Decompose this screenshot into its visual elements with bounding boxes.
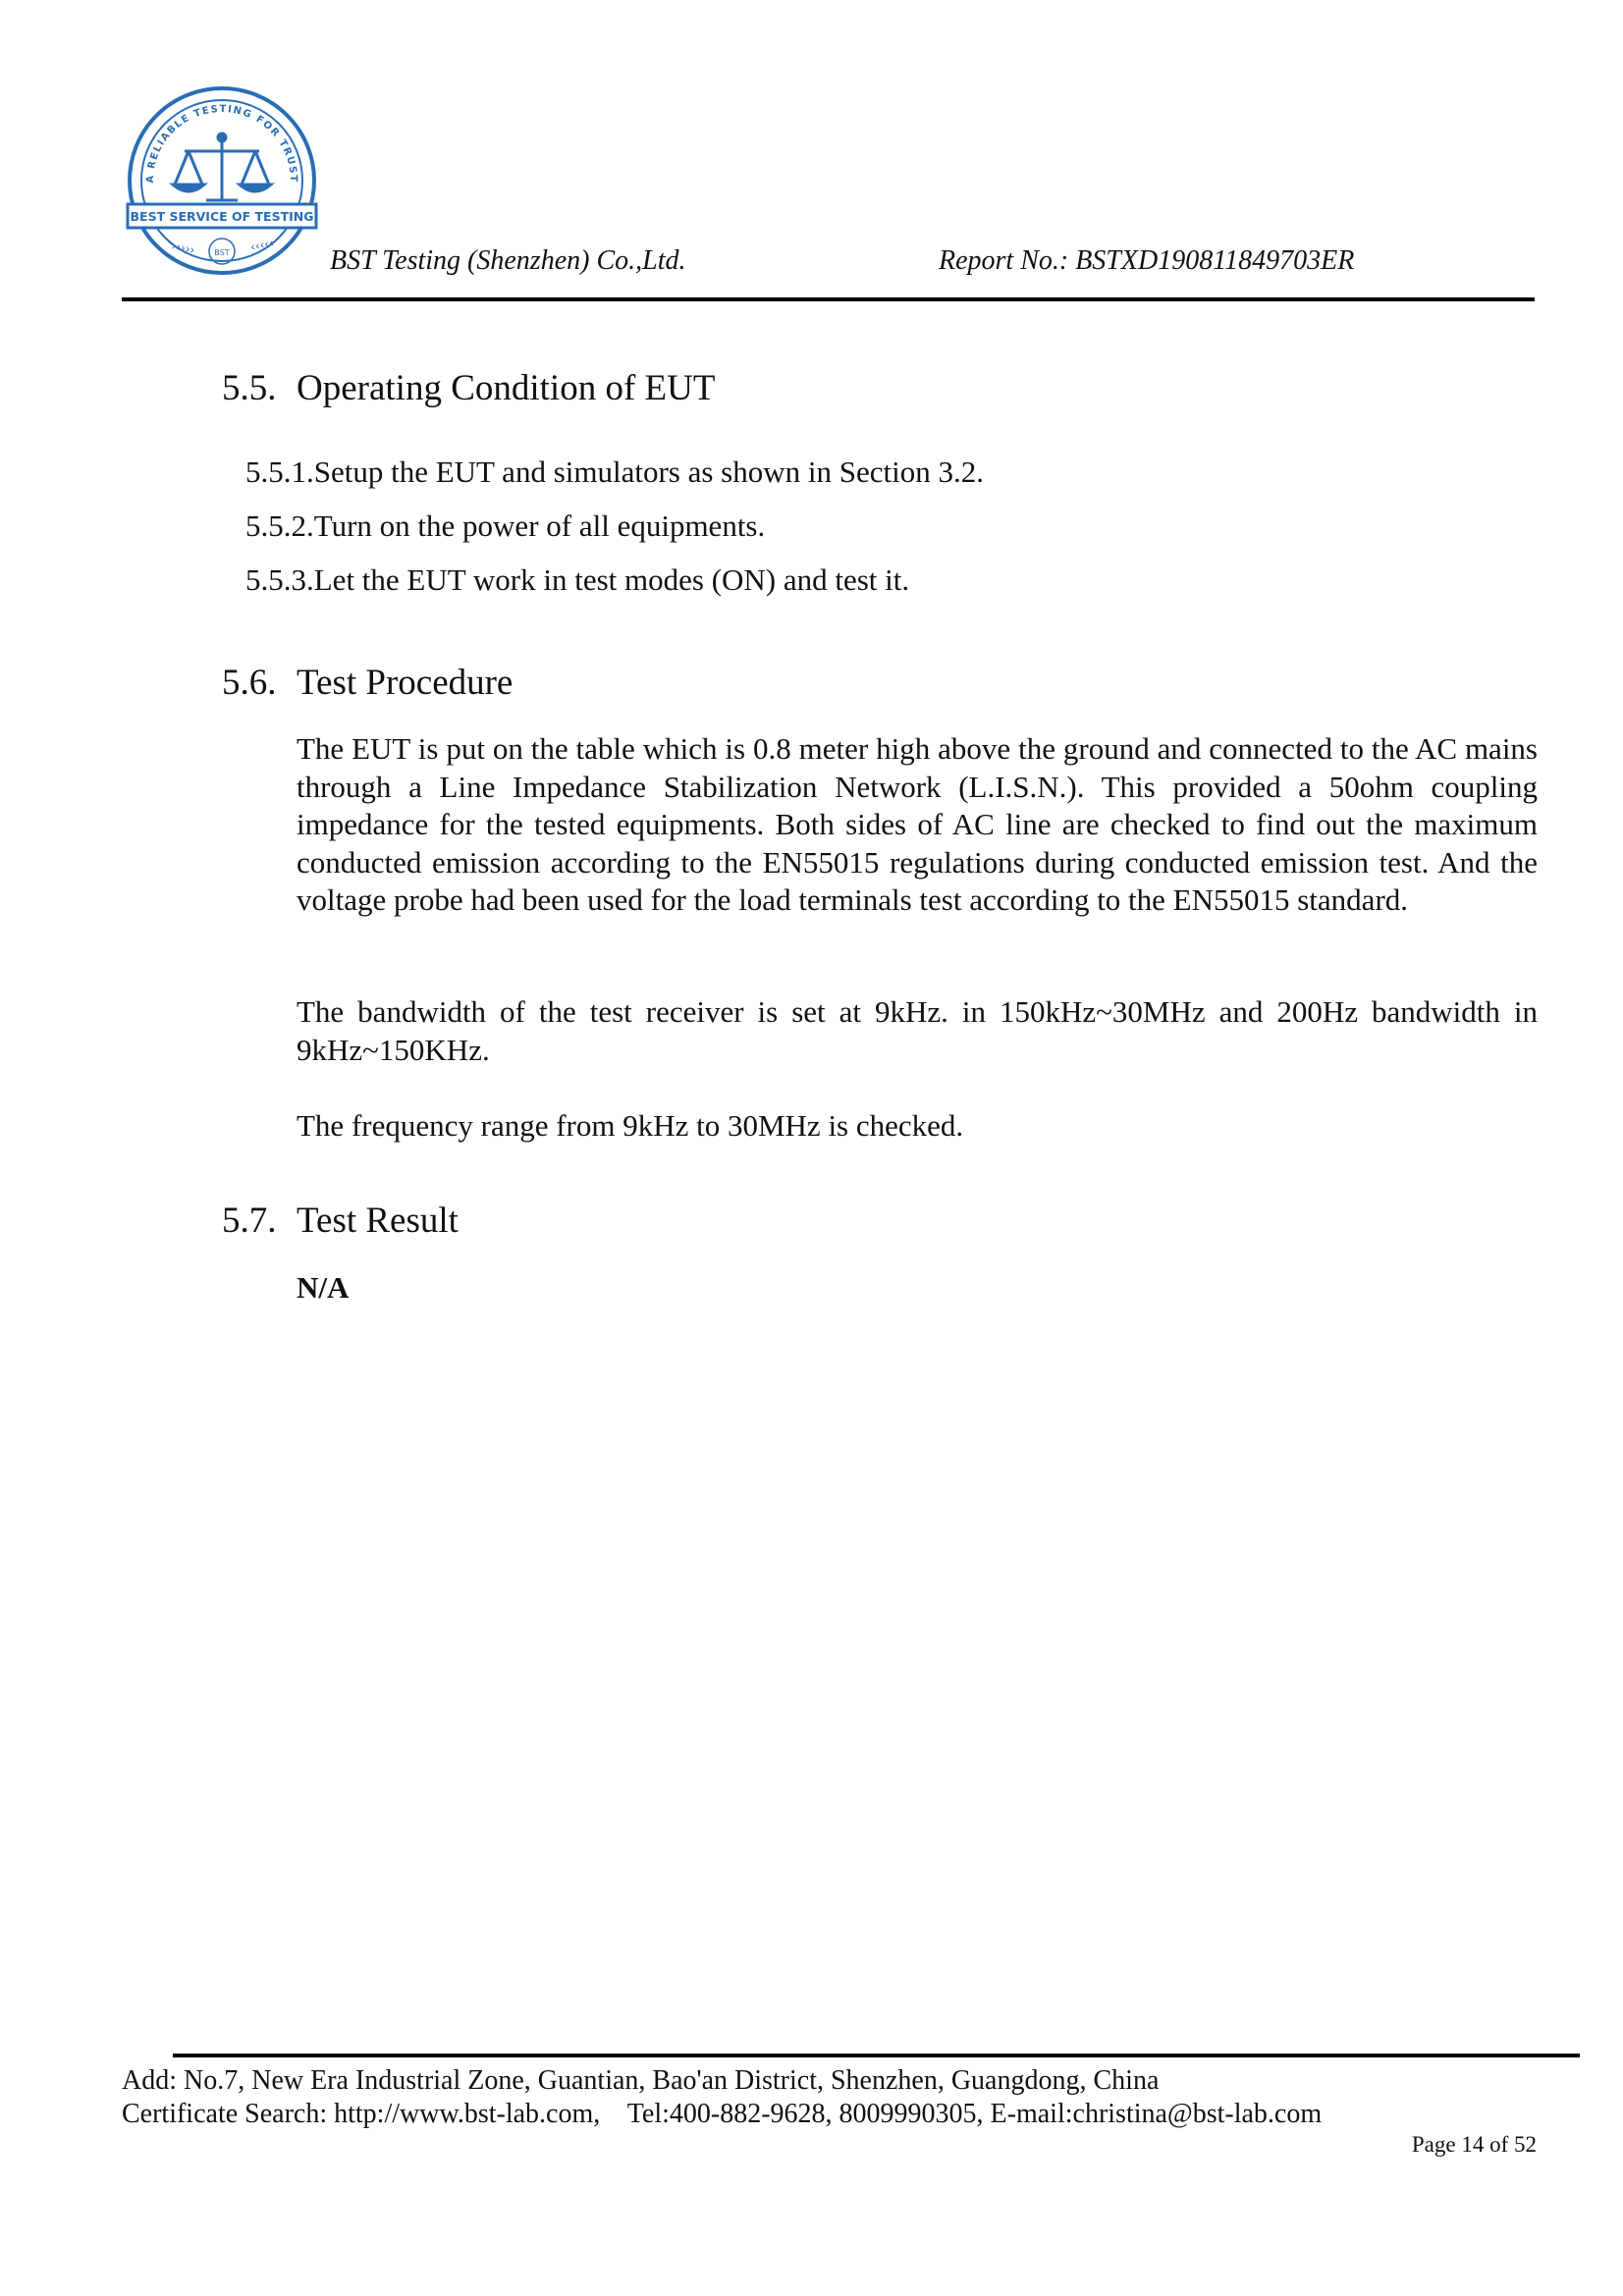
step-item: 5.5.2.Turn on the power of all equipments. [245,508,766,543]
footer-divider [173,2054,1580,2057]
svg-text:›››››: ››››› [170,239,196,257]
balance-scale-icon [173,133,271,200]
footer-address: Add: No.7, New Era Industrial Zone, Guantian, Bao'an District, Shenzhen, Guangdong, China [122,2065,1160,2096]
header-divider [122,297,1535,301]
section-title-test-result [222,1200,459,1242]
company-name: BST Testing (Shenzhen) Co.,Ltd. [330,245,686,276]
svg-text:‹‹‹‹‹: ‹‹‹‹‹ [248,236,276,254]
section-title-operating-condition [222,367,715,409]
section-heading: Operating Condition of EUT [297,368,716,408]
step-item: 5.5.1.Setup the EUT and simulators as shown in Section 3.2. [245,454,984,489]
company-logo [124,82,320,279]
logo-banner-text: BEST SERVICE OF TESTING [130,209,314,224]
logo-seal-graphic [124,82,320,279]
section-title-test-procedure [222,662,513,704]
logo-seal-text: BST [214,248,230,257]
report-number: Report No.: BSTXD190811849703ER [939,245,1355,276]
section-number: 5.6. [222,663,277,703]
test-result-value: N/A [297,1270,350,1305]
logo-arc-text: A RELIABLE TESTING FOR TRUST [144,103,299,184]
procedure-paragraph: The EUT is put on the table which is 0.8 meter high above the ground and connected to the AC mains through a Line Impedance Stabilization Network (L.I.S.N.). This provided a 50ohm coupling impedance for the tested equipments. Both sides of AC line are checked to find out the maximum conducted emission according to the EN55015 regulations during conducted emission test. And the voltage probe had been used for the load terminals test according to the EN55015 standard. [297,731,1538,917]
page-number: Page 14 of 52 [1411,2132,1537,2157]
step-item: 5.5.3.Let the EUT work in test modes (ON) and test it. [245,562,910,597]
procedure-paragraph: The frequency range from 9kHz to 30MHz is checked. [297,1108,964,1143]
section-number: 5.5. [222,368,277,408]
section-heading: Test Procedure [297,663,514,703]
section-heading: Test Result [297,1201,459,1241]
procedure-paragraph: The bandwidth of the test receiver is set at 9kHz. in 150kHz~30MHz and 200Hz bandwidth in 9kHz~150KHz. [297,994,1538,1067]
section-number: 5.7. [222,1201,277,1241]
footer-contact: Certificate Search: http://www.bst-lab.com, Tel:400-882-9628, 8009990305, E-mail:christina@bst-lab.com [122,2099,1323,2129]
